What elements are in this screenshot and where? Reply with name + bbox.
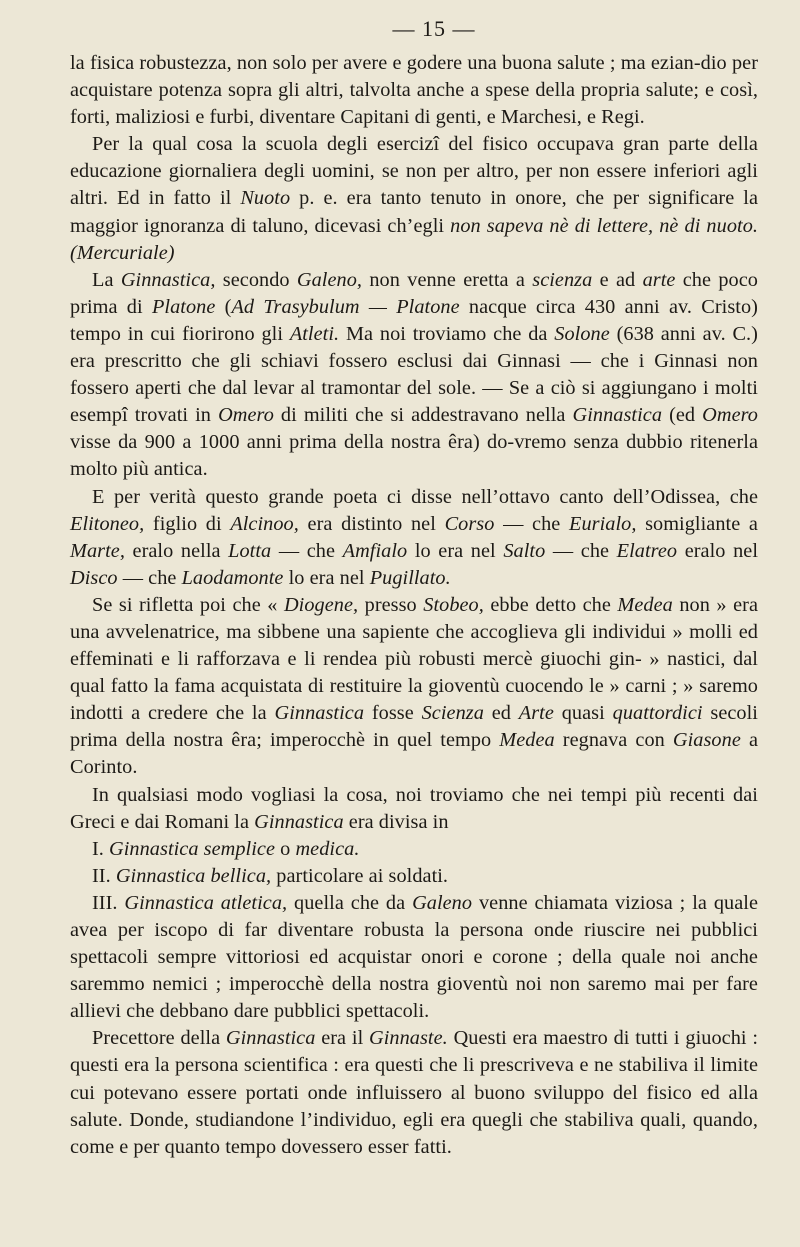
paragraph: [70, 890, 758, 1025]
text-run: non » era una avvelenatrice, ma sibbene una sapiente che accoglieva gli individui » molli ed effeminati e li rafforzava e li rendea più robusti mercè giuochi gin- » nastici, dal qual fatto la fama acquistata di restituire la gioventù cuocendo le » carni ; » saremo indotti a credere che la: [70, 593, 758, 725]
italic-text: Ginnastica: [225, 1027, 316, 1050]
italic-text: Ginnastica bellica,: [115, 864, 272, 887]
text-run: — che: [271, 539, 343, 562]
text-run: (638 anni av. C.) era prescritto che gli schiavi fossero esclusi dai Ginnasi — che i Ginnasi non fossero aperti che dal levar al tramontar del sole. — Se a ciò si aggiungano i molti esempî trovati in: [70, 322, 758, 427]
paragraph: [70, 50, 758, 131]
italic-text: Ginnastica: [254, 810, 344, 833]
text-run: eralo nella: [124, 539, 229, 562]
italic-text: Ginnastica semplice: [109, 837, 276, 860]
text-run: regnava con: [554, 729, 673, 752]
italic-text: Eurialo,: [569, 512, 637, 535]
italic-text: Galeno,: [296, 268, 363, 291]
paragraph: [70, 782, 758, 836]
text-run: Precettore della: [92, 1027, 226, 1050]
text-run: (ed: [662, 404, 703, 427]
text-run: III.: [92, 891, 125, 914]
italic-text: non sapeva nè di lettere, nè di nuoto. (Mercuriale): [70, 214, 758, 264]
italic-text: Platone: [151, 295, 216, 318]
italic-text: Salto: [503, 539, 546, 562]
italic-text: scienza: [532, 268, 593, 291]
text-run: E per verità questo grande poeta ci disse nell’ottavo canto dell’Odissea, che: [92, 485, 758, 508]
text-run: I.: [92, 837, 110, 860]
text-run: Se si rifletta poi che «: [92, 593, 284, 616]
text-run: a Corinto.: [70, 729, 758, 779]
italic-text: Ginnastica: [572, 404, 663, 427]
text-run: quasi: [553, 702, 613, 725]
italic-text: Elatreo: [616, 539, 678, 562]
text-run: (: [215, 295, 232, 318]
paragraph: [70, 1025, 758, 1160]
italic-text: Elitoneo,: [70, 512, 145, 535]
text-run: ebbe detto che: [483, 593, 618, 616]
text-run: e ad: [592, 268, 643, 291]
italic-text: medica.: [295, 837, 360, 860]
text-run: la fisica robustezza, non solo per avere e godere una buona salute ; ma ezian-dio per acquistare potenza sopra gli altri, talvolta anche a spese della propria salute; e così, forti, maliziosi e furbi, diventare Capitani di genti, e Marchesi, e Regi.: [70, 52, 758, 129]
text-run: era distinto nel: [298, 512, 445, 535]
text-run: — che: [494, 512, 569, 535]
italic-text: arte: [642, 268, 676, 291]
italic-text: Corso: [444, 512, 495, 535]
paragraph: [70, 592, 758, 782]
italic-text: Laodamonte: [181, 566, 284, 589]
italic-text: Omero: [218, 404, 274, 427]
italic-text: Medea: [499, 729, 555, 752]
text-run: Per la qual cosa la scuola degli esercizî del fisico occupava gran parte della educazione giornaliera degli uomini, se non per altro, per non essere inferiori agli altri. Ed in fatto il: [70, 133, 758, 210]
italic-text: Ginnastica: [274, 702, 365, 725]
italic-text: Lotta: [228, 539, 272, 562]
italic-text: Disco: [70, 566, 118, 589]
text-run: eralo nel: [677, 539, 758, 562]
italic-text: Scienza: [421, 702, 484, 725]
italic-text: Diogene,: [283, 593, 359, 616]
paragraph: [70, 484, 758, 592]
italic-text: Alcinoo,: [230, 512, 299, 535]
text-run: — che: [545, 539, 617, 562]
italic-text: Pugillato.: [369, 566, 451, 589]
italic-text: Galeno: [412, 891, 473, 914]
italic-text: Giasone: [672, 729, 741, 752]
text-run: secondo: [215, 268, 297, 291]
text-run: o: [275, 837, 296, 860]
italic-text: Ginnastica atletica,: [124, 891, 288, 914]
text-run: era divisa in: [343, 810, 449, 833]
text-run: La: [92, 268, 121, 291]
italic-text: Omero: [702, 404, 758, 427]
paragraph: [70, 267, 758, 484]
italic-text: Amfialo: [342, 539, 408, 562]
text-run: lo era nel: [407, 539, 504, 562]
italic-text: quattordici: [612, 702, 703, 725]
text-run: figlio di: [144, 512, 231, 535]
italic-text: Solone: [554, 322, 610, 345]
paragraph: [70, 131, 758, 266]
italic-text: Nuoto: [240, 187, 291, 210]
text-run: non venne eretta a: [362, 268, 533, 291]
text-run: In qualsiasi modo vogliasi la cosa, noi troviamo che nei tempi più recenti dai Greci e dai Romani la: [70, 783, 758, 833]
italic-text: Marte,: [70, 539, 125, 562]
italic-text: Medea: [617, 593, 673, 616]
text-run: era il: [315, 1027, 370, 1050]
italic-text: Atleti.: [289, 322, 340, 345]
text-run: — che: [117, 566, 182, 589]
text-run: Questi era maestro di tutti i giuochi : questi era la persona scientifica : era questi che li prescriveva e ne stabiliva il limite cui potevano essere portati onde influissero al buono sviluppo del fisico ed alla salute. Donde, studiandone l’individuo, egli era quegli che stabiliva quali, quando, come e per quanto tempo dovessero esser fatti.: [70, 1027, 759, 1158]
italic-text: Ad Trasybulum — Platone: [231, 295, 460, 318]
text-run: nacque circa 430 anni av. Cristo) tempo in cui fiorirono gli: [70, 295, 758, 345]
text-run: quella che da: [287, 891, 413, 914]
text-run: II.: [92, 864, 116, 887]
text-run: secoli prima della nostra êra; imperocchè in quel tempo: [70, 702, 758, 752]
text-run: di militi che si addestravano nella: [273, 404, 573, 427]
text-run: lo era nel: [283, 566, 370, 589]
text-run: p. e. era tanto tenuto in onore, che per significare la maggior ignoranza di taluno, dicevasi ch’egli: [70, 187, 759, 237]
text-run: visse da 900 a 1000 anni prima della nostra êra) do-vremo senza dubbio ritenerla molto più antica.: [70, 431, 758, 481]
italic-text: Arte: [518, 702, 554, 725]
italic-text: Ginnaste.: [369, 1027, 448, 1050]
paragraph: [70, 836, 758, 863]
text-run: presso: [358, 593, 424, 616]
paragraph: [70, 863, 758, 890]
body-text: [70, 50, 758, 1161]
text-run: ed: [483, 702, 519, 725]
text-run: venne chiamata viziosa ; la quale avea per iscopo di far diventare robusta la persona onde riuscire nei pubblici spettacoli sempre vittoriosi ed acquistar onori e corone ; della quale noi anche saremmo nemici ; imperocchè della nostra gioventù noi non saremo mai per fare allievi che debbano dare pubblici spettacoli.: [70, 891, 758, 1023]
italic-text: Stobeo,: [423, 593, 484, 616]
text-run: Ma noi troviamo che da: [339, 322, 555, 345]
page-number: — 15 —: [392, 16, 476, 41]
italic-text: Ginnastica,: [120, 268, 216, 291]
text-run: particolare ai soldati.: [271, 864, 449, 887]
text-run: fosse: [364, 702, 422, 725]
text-run: somigliante a: [636, 512, 758, 535]
text-run: che poco prima di: [70, 268, 758, 318]
